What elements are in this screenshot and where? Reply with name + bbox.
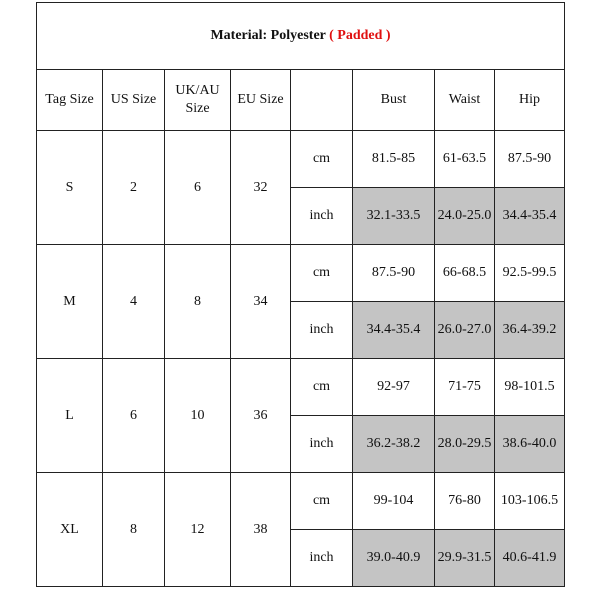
header-ukau-line2: Size bbox=[185, 101, 210, 116]
size-table bbox=[36, 2, 565, 587]
header-waist: Waist bbox=[435, 70, 495, 131]
waist-cell: 76-80 bbox=[435, 473, 495, 530]
header-unit bbox=[291, 70, 353, 131]
bust-cell: 92-97 bbox=[353, 359, 435, 416]
us-size-cell: 4 bbox=[103, 245, 165, 359]
waist-cell: 29.9-31.5 bbox=[435, 530, 495, 587]
table-row bbox=[37, 131, 565, 188]
bust-cell: 81.5-85 bbox=[353, 131, 435, 188]
tag-size-cell: L bbox=[37, 359, 103, 473]
table-title bbox=[37, 3, 565, 70]
eu-size-cell: 32 bbox=[231, 131, 291, 245]
table-row bbox=[37, 245, 565, 302]
header-tag-size: Tag Size bbox=[37, 70, 103, 131]
header-row bbox=[37, 70, 565, 131]
title-prefix: Material: Polyester bbox=[210, 28, 326, 43]
waist-cell: 24.0-25.0 bbox=[435, 188, 495, 245]
unit-cell: cm bbox=[291, 473, 353, 530]
tag-size-cell: S bbox=[37, 131, 103, 245]
waist-cell: 61-63.5 bbox=[435, 131, 495, 188]
waist-cell: 66-68.5 bbox=[435, 245, 495, 302]
us-size-cell: 6 bbox=[103, 359, 165, 473]
size-chart bbox=[36, 2, 565, 587]
hip-cell: 38.6-40.0 bbox=[495, 416, 565, 473]
waist-cell: 71-75 bbox=[435, 359, 495, 416]
ukau-size-cell: 10 bbox=[165, 359, 231, 473]
ukau-size-cell: 12 bbox=[165, 473, 231, 587]
hip-cell: 87.5-90 bbox=[495, 131, 565, 188]
header-ukau-line1: UK/AU bbox=[175, 83, 220, 98]
us-size-cell: 2 bbox=[103, 131, 165, 245]
header-hip: Hip bbox=[495, 70, 565, 131]
unit-cell: cm bbox=[291, 359, 353, 416]
hip-cell: 103-106.5 bbox=[495, 473, 565, 530]
bust-cell: 32.1-33.5 bbox=[353, 188, 435, 245]
waist-cell: 28.0-29.5 bbox=[435, 416, 495, 473]
hip-cell: 98-101.5 bbox=[495, 359, 565, 416]
title-padded-note: ( Padded ) bbox=[329, 28, 391, 43]
header-eu-size: EU Size bbox=[231, 70, 291, 131]
unit-cell: inch bbox=[291, 302, 353, 359]
eu-size-cell: 36 bbox=[231, 359, 291, 473]
eu-size-cell: 38 bbox=[231, 473, 291, 587]
ukau-size-cell: 8 bbox=[165, 245, 231, 359]
waist-cell: 26.0-27.0 bbox=[435, 302, 495, 359]
header-ukau-size bbox=[165, 70, 231, 131]
unit-cell: inch bbox=[291, 416, 353, 473]
table-row bbox=[37, 473, 565, 530]
us-size-cell: 8 bbox=[103, 473, 165, 587]
unit-cell: cm bbox=[291, 245, 353, 302]
hip-cell: 92.5-99.5 bbox=[495, 245, 565, 302]
ukau-size-cell: 6 bbox=[165, 131, 231, 245]
bust-cell: 99-104 bbox=[353, 473, 435, 530]
table-row bbox=[37, 359, 565, 416]
unit-cell: cm bbox=[291, 131, 353, 188]
bust-cell: 34.4-35.4 bbox=[353, 302, 435, 359]
tag-size-cell: XL bbox=[37, 473, 103, 587]
hip-cell: 34.4-35.4 bbox=[495, 188, 565, 245]
hip-cell: 36.4-39.2 bbox=[495, 302, 565, 359]
tag-size-cell: M bbox=[37, 245, 103, 359]
bust-cell: 87.5-90 bbox=[353, 245, 435, 302]
bust-cell: 39.0-40.9 bbox=[353, 530, 435, 587]
header-bust: Bust bbox=[353, 70, 435, 131]
eu-size-cell: 34 bbox=[231, 245, 291, 359]
header-us-size: US Size bbox=[103, 70, 165, 131]
hip-cell: 40.6-41.9 bbox=[495, 530, 565, 587]
unit-cell: inch bbox=[291, 530, 353, 587]
unit-cell: inch bbox=[291, 188, 353, 245]
bust-cell: 36.2-38.2 bbox=[353, 416, 435, 473]
